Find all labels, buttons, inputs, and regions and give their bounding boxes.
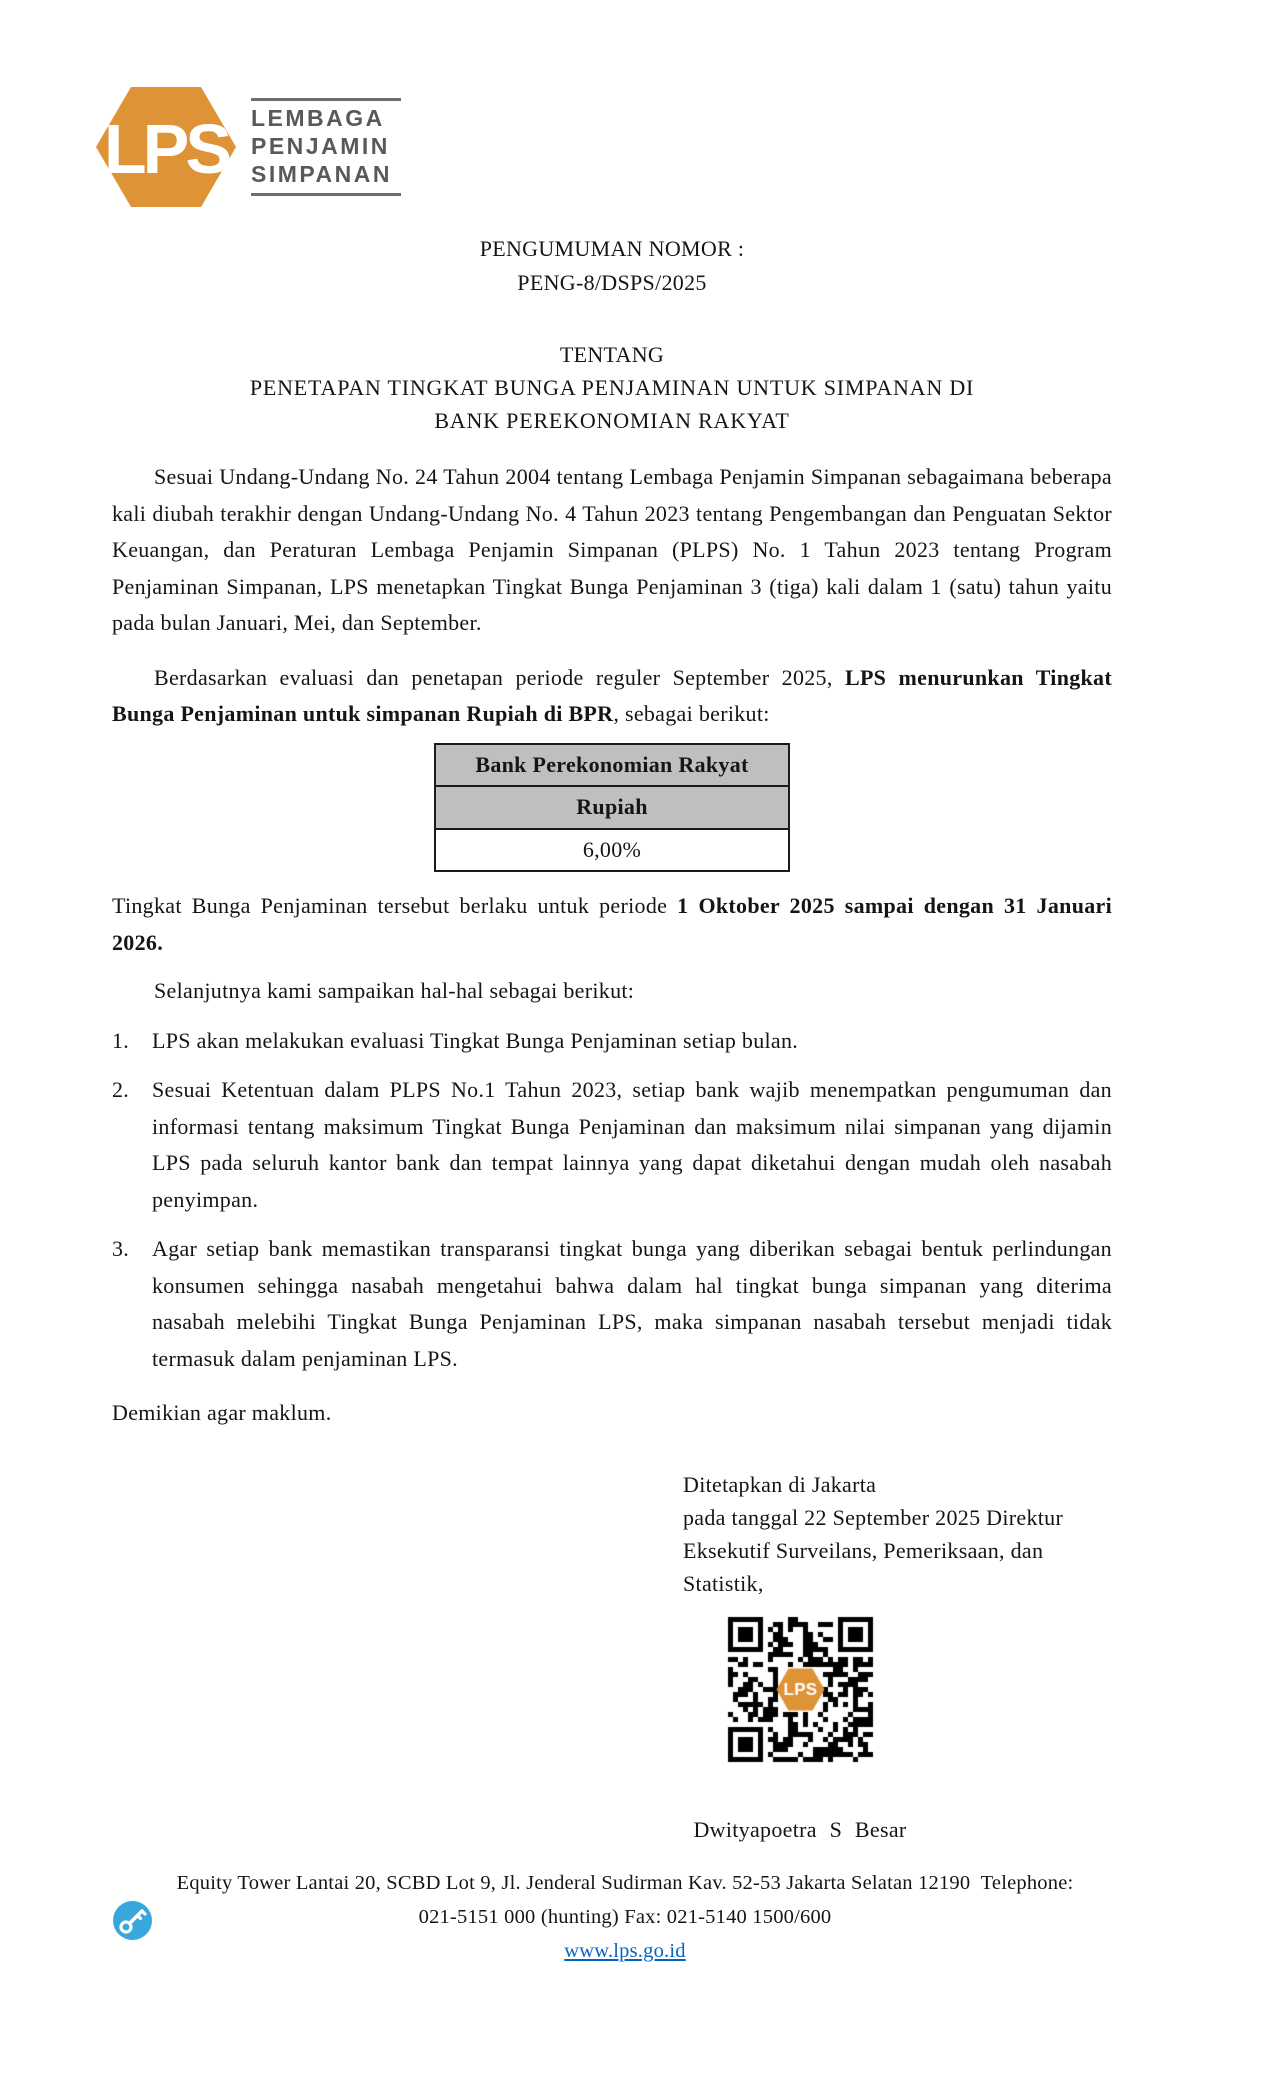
- list-item: [112, 1072, 1112, 1218]
- document-body: [112, 0, 1112, 1849]
- paragraph-decision: [112, 660, 1112, 733]
- signatory-name: Dwityapoetra S Besar: [693, 1817, 907, 1842]
- announcement-number: [112, 232, 1112, 300]
- subject-line1: PENETAPAN TINGKAT BUNGA PENJAMINAN UNTUK SIMPANAN DI: [249, 375, 975, 400]
- list-text: LPS akan melakukan evaluasi Tingkat Bunga Penjaminan setiap bulan.: [152, 1027, 799, 1053]
- table-row: [435, 829, 789, 872]
- list-number: 3.: [112, 1236, 130, 1261]
- paragraph-validity-period: [112, 888, 1112, 961]
- signature-line: pada tanggal 22 September 2025 Direktur: [683, 1504, 1064, 1530]
- qr-code: [723, 1612, 878, 1767]
- signature-line: Statistik,: [683, 1570, 764, 1596]
- validity-bold: 1 Oktober 2025 sampai dengan 31 Januari 2026.: [112, 893, 1113, 955]
- list-number: 2.: [112, 1077, 130, 1102]
- logo-org-line: PENJAMIN: [251, 133, 390, 159]
- list-text: Sesuai Ketentuan dalam PLPS No.1 Tahun 2023, setiap bank wajib menempatkan pengumuman dan informasi tentang maksimum Tingkat Bunga Penjaminan dan maksimum nilai simpanan yang dijamin LPS pada seluruh kantor bank dan tempat lainnya yang dapat diketahui dengan mudah oleh nasabah penyimpan.: [152, 1077, 1112, 1212]
- footer-phone-fax: 021-5151 000 (hunting) Fax: 021-5140 1500/600: [418, 1906, 832, 1928]
- logo-org-line: SIMPANAN: [251, 161, 392, 187]
- validity-pre: Tingkat Bunga Penjaminan tersebut berlaku untuk periode: [112, 893, 678, 918]
- subject-title: [112, 371, 1112, 437]
- paragraph-legal-basis: Sesuai Undang-Undang No. 24 Tahun 2004 tentang Lembaga Penjamin Simpanan sebagaimana beberapa kali diubah terakhir dengan Undang-Undang No. 4 Tahun 2023 tentang Pengembangan dan Penguatan Sektor Keuangan, dan Peraturan Lembaga Penjamin Simpanan (PLPS) No. 1 Tahun 2023 tentang Program Penjaminan Simpanan, LPS menetapkan Tingkat Bunga Penjaminan 3 (tiga) kali dalam 1 (satu) tahun yaitu pada bulan Januari, Mei, dan September.: [112, 464, 1112, 635]
- signature-line: Eksekutif Surveilans, Pemeriksaan, dan: [683, 1537, 1044, 1563]
- decision-pre: Berdasarkan evaluasi dan penetapan periode reguler September 2025,: [154, 664, 845, 690]
- paragraph-following-points: Selanjutnya kami sampaikan hal-hal sebagai berikut:: [154, 978, 635, 1003]
- list-number: 1.: [112, 1027, 130, 1053]
- decision-post: , sebagai berikut:: [613, 701, 770, 726]
- rate-table-bank-header: Bank Perekonomian Rakyat: [435, 744, 789, 787]
- footer-address: Equity Tower Lantai 20, SCBD Lot 9, Jl. Jenderal Sudirman Kav. 52-53 Jakarta Selatan 12190 Telephone:: [176, 1872, 1074, 1894]
- footer-website-link[interactable]: www.lps.go.id: [564, 1940, 686, 1962]
- rate-table-currency-header: Rupiah: [435, 786, 789, 829]
- rate-table: [434, 743, 790, 873]
- decision-bold: LPS menurunkan Tingkat Bunga Penjaminan untuk simpanan Rupiah di BPR: [112, 664, 1112, 726]
- logo-org-line: LEMBAGA: [251, 105, 385, 131]
- rate-table-value: 6,00%: [435, 829, 789, 872]
- list-text: Agar setiap bank memastikan transparansi tingkat bunga yang diberikan sebagai bentuk perlindungan konsumen sehingga nasabah mengetahui bahwa dalam hal tingkat bunga simpanan yang diterima nasabah melebihi Tingkat Bunga Penjaminan LPS, maka simpanan nasabah tersebut menjadi tidak termasuk dalam penjaminan LPS.: [152, 1236, 1112, 1371]
- announcement-number-line1: PENGUMUMAN NOMOR :: [479, 236, 745, 261]
- about-label: TENTANG: [559, 342, 665, 367]
- list-item: [112, 1023, 1112, 1060]
- subject-line2: BANK PEREKONOMIAN RAKYAT: [434, 408, 790, 433]
- footer: [95, 1866, 1155, 1968]
- table-row: [435, 786, 789, 829]
- signature-block: [683, 1468, 1112, 1600]
- list-item: [112, 1231, 1112, 1377]
- lps-monogram: LPS: [103, 110, 229, 188]
- announcement-number-line2: PENG-8/DSPS/2025: [517, 270, 707, 295]
- signature-line: Ditetapkan di Jakarta: [683, 1471, 877, 1497]
- table-row: [435, 744, 789, 787]
- closing-remark: Demikian agar maklum.: [112, 1400, 332, 1425]
